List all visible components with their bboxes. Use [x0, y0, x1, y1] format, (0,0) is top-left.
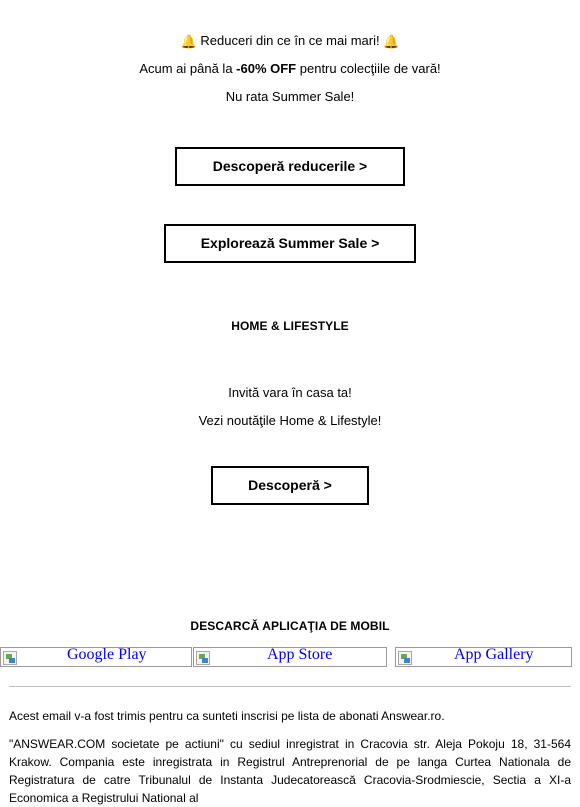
promo-reminder: Nu rata Summer Sale! — [225, 89, 355, 104]
promo-discount-line — [0, 61, 580, 77]
footer-divider — [9, 686, 571, 687]
app-store-link[interactable] — [193, 647, 387, 667]
promo-discount-amount: -60% OFF — [236, 61, 297, 76]
bell-icon: 🔔 — [180, 34, 197, 49]
subscription-note: Acest email v-a fost trimis pentru ca sunteti inscrisi pe lista de abonati Answear.ro. — [9, 709, 445, 723]
broken-image-icon — [3, 651, 17, 665]
promo-headline: Reduceri din ce în ce mai mari! — [200, 33, 380, 48]
app-gallery-label: App Gallery — [454, 646, 534, 663]
app-gallery-link[interactable] — [395, 647, 572, 667]
explore-summer-sale-button[interactable]: Explorează Summer Sale > — [164, 224, 416, 263]
legal-text: "ANSWEAR.COM societate pe actiuni" cu sediul inregistrat in Cracovia str. Aleja Pokoju 18, 31-564 Krakow. Compania este inregistrata in Registrul Antreprenorial de pe langa Curtea Nationala de Registratura de catre Tribunalul de Instanta Judecatorească Cracovia-Srodmiescie, Sectia a XI-a Economica a Registrului National al — [9, 737, 571, 805]
app-section-title: DESCARCĂ APLICAŢIA DE MOBIL — [190, 619, 390, 633]
discover-home-button[interactable]: Descoperă > — [211, 466, 369, 505]
home-lifestyle-title: HOME & LIFESTYLE — [231, 319, 349, 333]
google-play-link[interactable] — [0, 647, 192, 667]
promo-headline-row — [0, 33, 580, 50]
home-lifestyle-line1: Invită vara în casa ta! — [228, 385, 352, 400]
discover-discounts-button[interactable]: Descoperă reducerile > — [175, 147, 405, 186]
app-store-label: App Store — [267, 646, 333, 663]
promo-discount-suffix: pentru colecţiile de vară! — [296, 61, 441, 76]
promo-discount-prefix: Acum ai până la — [139, 61, 237, 76]
home-lifestyle-line2: Vezi noutăţile Home & Lifestyle! — [198, 413, 382, 428]
broken-image-icon — [398, 651, 412, 665]
google-play-label: Google Play — [67, 646, 147, 663]
broken-image-icon — [196, 651, 210, 665]
bell-icon: 🔔 — [383, 34, 400, 49]
